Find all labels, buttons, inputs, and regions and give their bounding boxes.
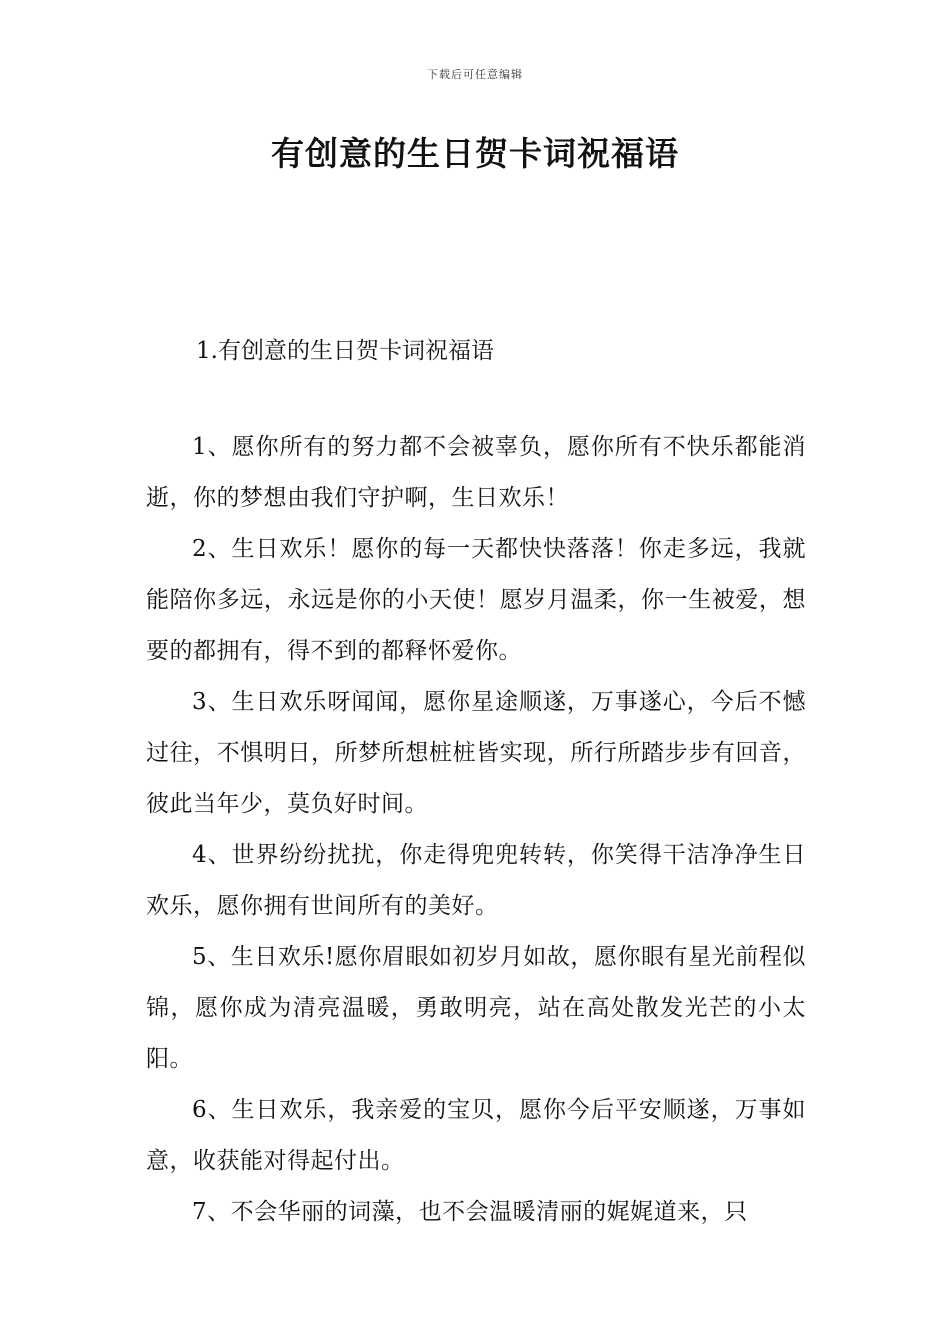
page-title: 有创意的生日贺卡词祝福语 [271,134,679,173]
paragraph-3: 3、生日欢乐呀闻闻，愿你星途顺遂，万事遂心，今后不憾过往，不惧明日，所梦所想桩桩皆实现，所行所踏步步有回音，彼此当年少，莫负好时间。 [146,689,806,817]
paragraph-6: 6、生日欢乐，我亲爱的宝贝，愿你今后平安顺遂，万事如意，收获能对得起付出。 [146,1097,806,1174]
paragraph-2: 2、生日欢乐！愿你的每一天都快快落落！你走多远，我就能陪你多远，永远是你的小天使！愿岁月温柔，你一生被爱，想要的都拥有，得不到的都释怀爱你。 [146,536,806,664]
document-body [146,422,806,1238]
header-note: 下载后可任意编辑 [427,68,523,81]
paragraph-5: 5、生日欢乐!愿你眉眼如初岁月如故，愿你眼有星光前程似锦，愿你成为清亮温暖，勇敢明亮，站在高处散发光芒的小太阳。 [146,944,806,1072]
paragraph-4: 4、世界纷纷扰扰，你走得兜兜转转，你笑得干洁净净生日欢乐，愿你拥有世间所有的美好。 [146,842,806,919]
paragraph-7: 7、不会华丽的词藻，也不会温暖清丽的娓娓道来，只 [192,1199,748,1225]
section-heading: 1.有创意的生日贺卡词祝福语 [196,338,494,364]
paragraph-1: 1、愿你所有的努力都不会被辜负，愿你所有不快乐都能消逝，你的梦想由我们守护啊，生日欢乐！ [146,434,806,511]
